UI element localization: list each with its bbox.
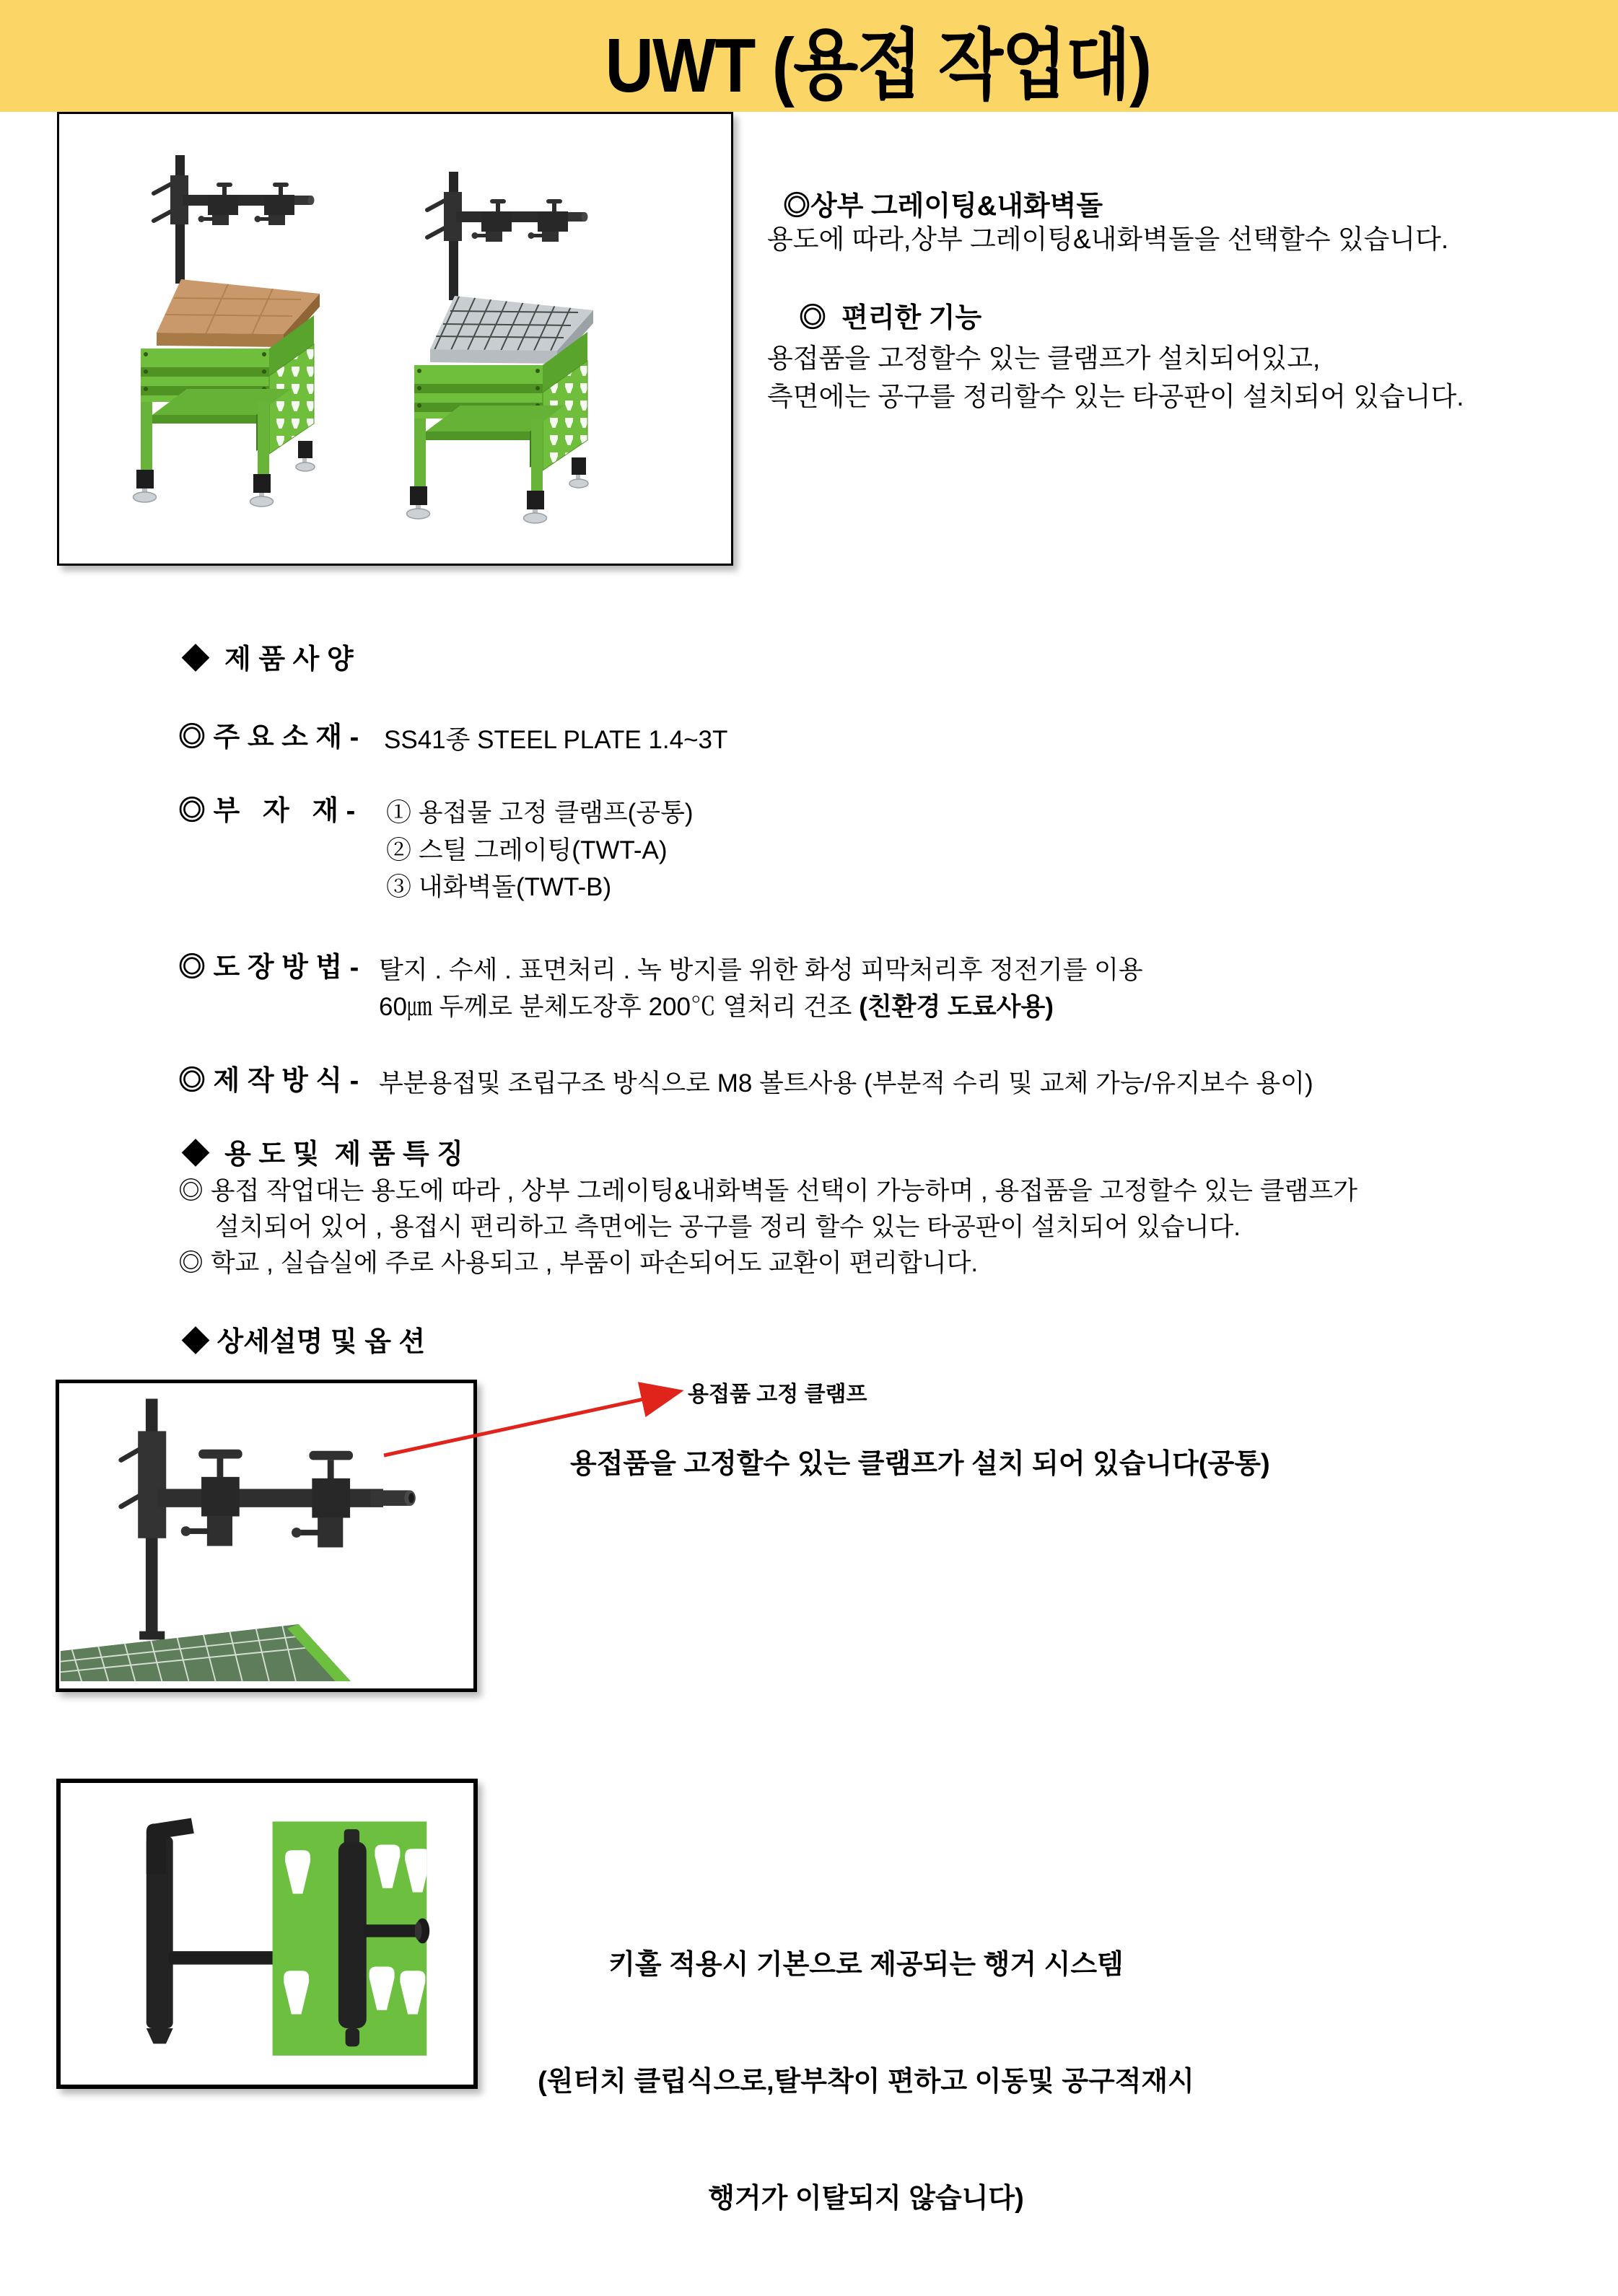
- paint-line2: [379, 991, 1054, 1023]
- hanger-caption: [462, 1867, 1270, 2296]
- paint-line2-text: 60㎛ 두께로 분체도장후 200℃ 열처리 건조: [379, 993, 852, 1021]
- usage-line2: 설치되어 있어 , 용접시 편리하고 측면에는 공구를 정리 할수 있는 타공판이 설치되어 있습니다.: [215, 1213, 1241, 1241]
- grating-surface: [61, 1611, 351, 1681]
- method-value: 부분용접및 조립구조 방식으로 M8 볼트사용 (부분적 수리 및 교체 가능/유지보수 용이): [379, 1069, 1313, 1097]
- submaterial-item: ② 스틸 그레이팅(TWT-A): [386, 836, 668, 864]
- paint-line1: 탈지 . 수세 . 표면처리 . 녹 방지를 위한 화성 피막처리후 정전기를 이용: [379, 956, 1143, 984]
- clamp-caption: 용접품을 고정할수 있는 클램프가 설치 되어 있습니다(공통): [570, 1449, 1270, 1479]
- submaterial-item: ① 용접물 고정 클램프(공통): [386, 799, 694, 827]
- clamp-crossbar: [158, 1489, 416, 1507]
- usage-line3: ◎ 학교 , 실습실에 주로 사용되고 , 부품이 파손되어도 교환이 편리합니다.: [178, 1249, 979, 1277]
- feature1-heading: ◎상부 그레이팅&내화벽돌: [783, 191, 1103, 222]
- paint-label: ◎ 도 장 방 법 -: [178, 952, 359, 983]
- hanger-detail-image: [61, 1783, 465, 2076]
- bench-wood-top: [134, 155, 320, 507]
- method-label: ◎ 제 작 방 식 -: [178, 1066, 359, 1096]
- hanger-caption-line2: (원터치 클립식으로,탈부착이 편하고 이동및 공구적재시: [538, 2067, 1194, 2097]
- hanger-caption-line1: 키홀 적용시 기본으로 제공되는 행거 시스템: [608, 1950, 1124, 1980]
- red-arrow-annotation: [375, 1382, 693, 1465]
- paint-line2-bold: (친환경 도료사용): [859, 993, 1054, 1021]
- hanger-detail-image-box: [56, 1779, 478, 2089]
- usage-line1: ◎ 용접 작업대는 용도에 따라 , 상부 그레이팅&내화벽돌 선택이 가능하며 , 용접품을 고정할수 있는 클램프가: [178, 1177, 1357, 1205]
- clamp-post: [121, 1398, 166, 1639]
- title-banner: [0, 0, 1618, 112]
- bench-grating-top: [407, 172, 594, 523]
- feature2-heading: ◎ 편리한 기능: [799, 303, 982, 333]
- hanger-caption-line3: 행거가 이탈되지 않습니다): [708, 2183, 1024, 2214]
- page-title-text: UWT (용접 작업대): [605, 23, 1150, 108]
- product-image-box: [57, 112, 733, 566]
- pegboard-panel: [273, 1821, 431, 2055]
- specs-section-title: ◆ 제 품 사 양: [182, 644, 354, 675]
- clamp-callout-label: 용접품 고정 클램프: [688, 1383, 867, 1406]
- product-image: [59, 114, 731, 564]
- material-value: SS41종 STEEL PLATE 1.4~3T: [384, 726, 728, 754]
- page-title: [0, 4, 1618, 114]
- feature1-line: 용도에 따라,상부 그레이팅&내화벽돌을 선택할수 있습니다.: [767, 224, 1449, 254]
- submaterial-item: ③ 내화벽돌(TWT-B): [386, 873, 612, 901]
- feature2-line1: 용접품을 고정할수 있는 클램프가 설치되어있고,: [767, 343, 1321, 373]
- feature2-line2: 측면에는 공구를 정리할수 있는 타공판이 설치되어 있습니다.: [767, 382, 1464, 411]
- material-label: ◎ 주 요 소 재 -: [178, 722, 359, 753]
- submaterial-label: ◎ 부 자 재 -: [178, 796, 356, 826]
- details-section-title: ◆ 상세설명 및 옵 션: [182, 1327, 426, 1357]
- usage-section-title: ◆ 용 도 및 제 품 특 징: [182, 1139, 463, 1170]
